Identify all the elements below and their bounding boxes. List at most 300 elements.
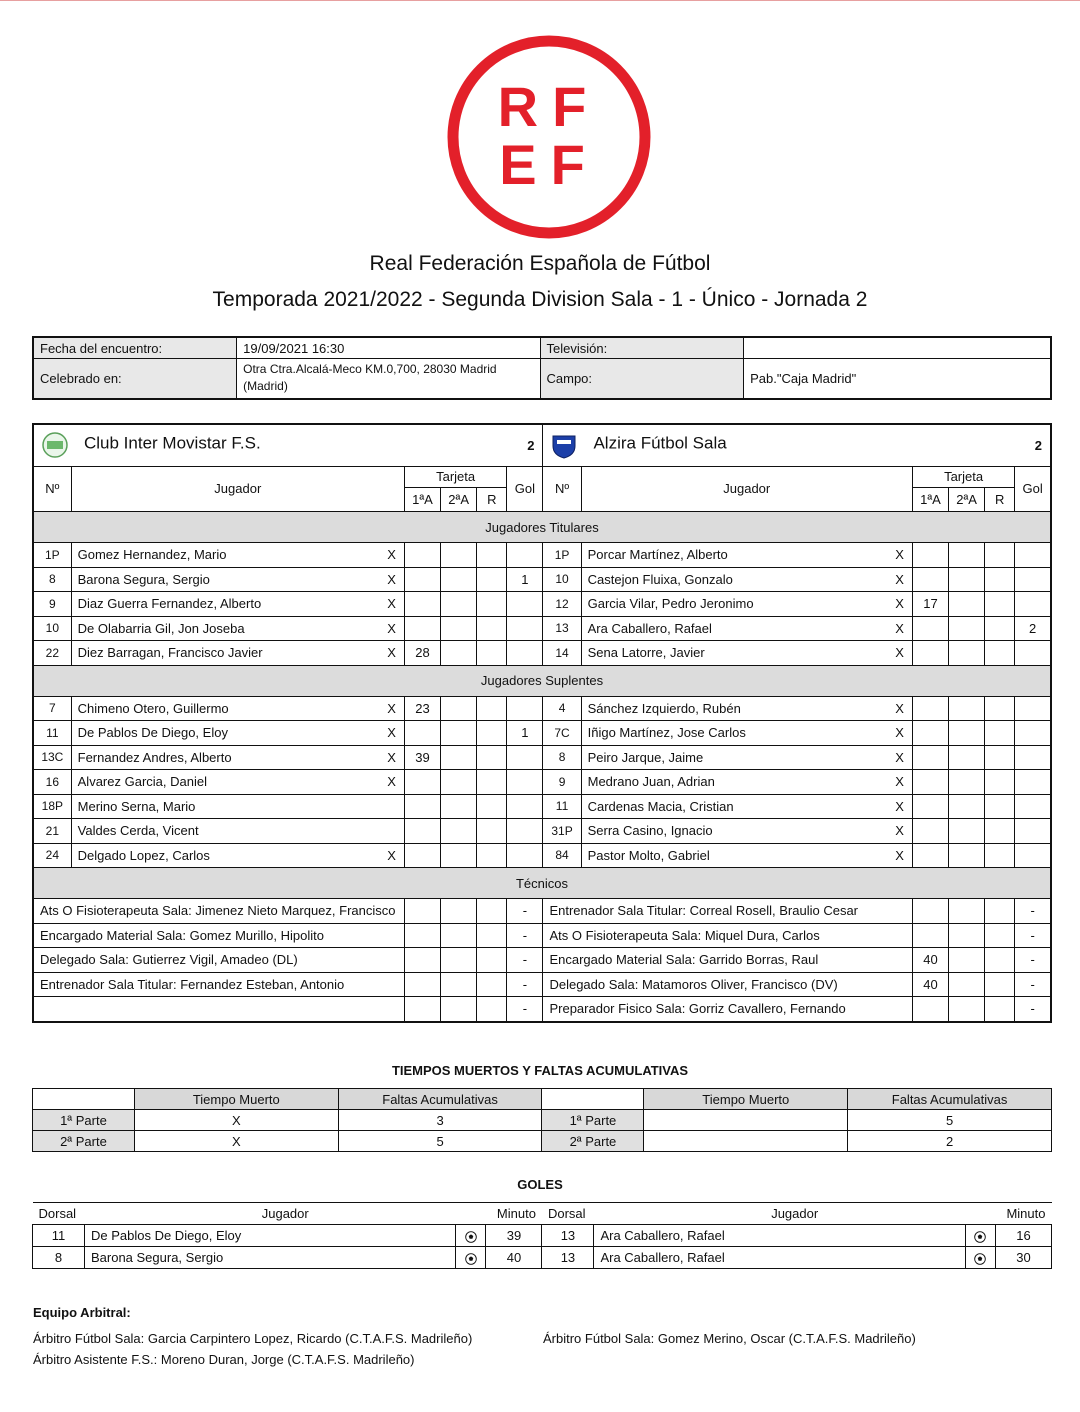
red-card [985,843,1015,868]
player-name-cell [581,592,912,617]
player-played-mark: X [387,596,396,612]
player-name-cell [71,543,404,568]
player-name: Diaz Guerra Fernandez, Alberto [77,596,262,612]
goal-row [33,1247,1052,1269]
away-team-score: 2 [1015,424,1051,466]
red-card [477,641,507,666]
player-name: Peiro Jarque, Jaime [587,749,704,765]
player-name-cell [581,641,912,666]
red-card [985,696,1015,721]
player-name: Sánchez Izquierdo, Rubén [587,700,741,716]
away-team-header [543,424,1015,466]
player-name-cell [581,819,912,844]
goals-count [1015,641,1051,666]
player-row [33,819,1051,844]
yellow-card-1 [404,616,440,641]
home-col-faltas: Faltas Acumulativas [338,1089,542,1110]
home-col-dorsal: Dorsal [33,1203,85,1225]
yellow-card-1 [912,543,948,568]
goals-count [1015,819,1051,844]
away-col-minuto: Minuto [995,1203,1051,1225]
red-card [477,616,507,641]
goal-dorsal: 13 [542,1247,594,1269]
player-number: 11 [33,721,71,746]
section-tecnicos: Técnicos [33,868,1051,899]
goal-minute: 40 [486,1247,542,1269]
away-col-gol: Gol [1015,466,1051,512]
staff-goal: - [1015,948,1051,973]
yellow-card-1: 28 [404,641,440,666]
home-fa-value: 5 [338,1131,542,1152]
home-col-minuto: Minuto [486,1203,542,1225]
goals-count [507,543,543,568]
goal-player: Ara Caballero, Rafael [594,1247,966,1269]
yellow-card-2 [949,843,985,868]
player-number: 8 [33,567,71,592]
staff-card-1 [912,899,948,924]
staff-card-1 [404,899,440,924]
goals-count [507,641,543,666]
home-team-crest-icon [40,430,70,460]
staff-row [33,923,1051,948]
home-team-name: Club Inter Movistar F.S. [84,433,261,453]
top-border-line [0,0,1080,1]
staff-red-card [477,948,507,973]
away-col-tarjeta: Tarjeta [912,466,1014,487]
yellow-card-2 [441,616,477,641]
staff-goal: - [1015,972,1051,997]
red-card [985,567,1015,592]
player-played-mark: X [387,645,396,661]
player-name-cell [71,641,404,666]
player-name: Gomez Hernandez, Mario [77,547,227,563]
staff-red-card [477,923,507,948]
player-number: 1P [33,543,71,568]
football-icon [974,1231,986,1243]
player-name-cell [581,543,912,568]
player-name-cell [581,770,912,795]
home-col-goal-jugador: Jugador [84,1203,485,1225]
player-name-cell [581,745,912,770]
staff-red-card [985,923,1015,948]
goals-count [1015,696,1051,721]
red-card [477,819,507,844]
staff-card-1 [404,972,440,997]
yellow-card-2 [949,592,985,617]
referee-2: Árbitro Fútbol Sala: Gomez Merino, Oscar (C.T.A.F.S. Madrileño) [543,1331,916,1346]
staff-red-card [985,997,1015,1022]
away-fa-value: 2 [848,1131,1052,1152]
goal-ball-cell [456,1225,486,1247]
player-number: 13 [543,616,581,641]
staff-red-card [985,948,1015,973]
yellow-card-2 [441,770,477,795]
player-name: Pastor Molto, Gabriel [587,847,710,863]
yellow-card-1 [912,641,948,666]
player-name-cell [71,696,404,721]
section-suplentes: Jugadores Suplentes [33,665,1051,696]
player-name-cell [71,745,404,770]
goal-minute: 30 [995,1247,1051,1269]
player-number: 4 [543,696,581,721]
player-name-cell [581,843,912,868]
player-number: 10 [543,567,581,592]
goal-ball-cell [965,1225,995,1247]
yellow-card-1 [404,794,440,819]
red-card [985,543,1015,568]
away-col-dorsal: Dorsal [542,1203,594,1225]
home-team-header [33,424,507,466]
goals-count [1015,543,1051,568]
goals-table [32,1202,1052,1269]
staff-card-2 [949,899,985,924]
home-tm-value: X [134,1110,338,1131]
player-row [33,745,1051,770]
staff-card-2 [949,923,985,948]
goal-dorsal: 13 [542,1225,594,1247]
staff-card-2 [441,972,477,997]
player-played-mark: X [895,847,904,863]
campo-label: Campo: [540,359,744,399]
player-name: De Olabarria Gil, Jon Joseba [77,620,245,636]
player-name-cell [71,819,404,844]
red-card [985,592,1015,617]
player-number: 7C [543,721,581,746]
away-part-label: 1ª Parte [542,1110,644,1131]
player-number: 9 [33,592,71,617]
home-col-tiempo-muerto: Tiempo Muerto [134,1089,338,1110]
away-col-tiempo-muerto: Tiempo Muerto [644,1089,848,1110]
home-col-gol: Gol [507,466,543,512]
yellow-card-2 [949,819,985,844]
staff-card-2 [949,997,985,1022]
player-number: 10 [33,616,71,641]
away-fa-value: 5 [848,1110,1052,1131]
player-number: 12 [543,592,581,617]
federation-title: Real Federación Española de Fútbol [369,252,711,275]
football-icon [465,1253,477,1265]
staff-card-2 [441,997,477,1022]
red-card [985,721,1015,746]
yellow-card-1 [912,770,948,795]
red-card [477,567,507,592]
player-name: Fernandez Andres, Alberto [77,749,232,765]
staff-goal: - [507,997,543,1022]
staff-goal: - [507,899,543,924]
red-card [985,819,1015,844]
goals-count [507,592,543,617]
player-name: Alvarez Garcia, Daniel [77,774,207,790]
yellow-card-2 [441,641,477,666]
away-col-faltas: Faltas Acumulativas [848,1089,1052,1110]
yellow-card-1 [404,843,440,868]
yellow-card-1 [404,721,440,746]
fecha-label: Fecha del encuentro: [33,337,237,359]
goals-count: 1 [507,721,543,746]
player-played-mark: X [387,547,396,563]
yellow-card-1: 17 [912,592,948,617]
lineups-table [32,423,1052,1023]
yellow-card-2 [441,543,477,568]
goal-ball-cell [456,1247,486,1269]
staff-card-1 [912,997,948,1022]
red-card [985,641,1015,666]
home-tm-value: X [134,1131,338,1152]
away-col-a1: 1ªA [912,487,948,512]
player-played-mark: X [895,774,904,790]
red-card [477,770,507,795]
staff-name: Delegado Sala: Gutierrez Vigil, Amadeo (DL) [33,948,404,973]
staff-card-2 [441,899,477,924]
lugar-label: Celebrado en: [33,359,237,399]
player-row [33,770,1051,795]
staff-name: Encargado Material Sala: Gomez Murillo, Hipolito [33,923,404,948]
staff-red-card [985,972,1015,997]
yellow-card-2 [441,592,477,617]
player-name: Ara Caballero, Rafael [587,620,712,636]
campo-value: Pab."Caja Madrid" [744,359,1051,399]
player-name-cell [71,567,404,592]
staff-row [33,972,1051,997]
goals-count [507,770,543,795]
yellow-card-1 [404,567,440,592]
staff-goal: - [507,923,543,948]
player-name: Diez Barragan, Francisco Javier [77,645,263,661]
away-tm-value [644,1131,848,1152]
player-name-cell [581,696,912,721]
goal-player: Ara Caballero, Rafael [594,1225,966,1247]
player-played-mark: X [895,749,904,765]
away-part-label: 2ª Parte [542,1131,644,1152]
player-played-mark: X [387,847,396,863]
fecha-value: 19/09/2021 16:30 [237,337,540,359]
player-number: 18P [33,794,71,819]
home-col-jugador: Jugador [71,466,404,512]
goals-count [507,794,543,819]
goals-count [1015,721,1051,746]
goals-count [507,696,543,721]
season-title: Temporada 2021/2022 - Segunda Division Sala - 1 - Único - Jornada 2 [212,288,868,311]
goals-count [1015,770,1051,795]
yellow-card-1 [912,843,948,868]
yellow-card-2 [949,543,985,568]
timeouts-table [32,1088,1052,1152]
goal-minute: 16 [995,1225,1051,1247]
player-played-mark: X [895,571,904,587]
referee-3: Árbitro Asistente F.S.: Moreno Duran, Jorge (C.T.A.F.S. Madrileño) [33,1352,415,1367]
football-icon [465,1231,477,1243]
player-name: Valdes Cerda, Vicent [77,823,199,839]
logo-text-bottom: EF [499,133,599,196]
player-name: Cardenas Macia, Cristian [587,798,734,814]
staff-red-card [477,899,507,924]
timeouts-title: TIEMPOS MUERTOS Y FALTAS ACUMULATIVAS [391,1063,689,1078]
red-card [477,721,507,746]
player-row [33,696,1051,721]
yellow-card-2 [441,794,477,819]
goal-row [33,1225,1052,1247]
yellow-card-2 [441,721,477,746]
player-played-mark: X [387,749,396,765]
goals-count [507,745,543,770]
player-row [33,543,1051,568]
staff-card-1 [404,923,440,948]
yellow-card-2 [441,745,477,770]
staff-name: Encargado Material Sala: Garrido Borras, Raul [543,948,912,973]
player-name: De Pablos De Diego, Eloy [77,725,228,741]
staff-card-1 [404,997,440,1022]
yellow-card-1: 39 [404,745,440,770]
tv-value [744,337,1051,359]
player-name-cell [71,616,404,641]
yellow-card-2 [949,696,985,721]
yellow-card-2 [949,745,985,770]
staff-name: Ats O Fisioterapeuta Sala: Miquel Dura, Carlos [543,923,912,948]
player-number: 24 [33,843,71,868]
player-number: 14 [543,641,581,666]
staff-row [33,948,1051,973]
player-name-cell [581,567,912,592]
player-row [33,794,1051,819]
yellow-card-2 [949,770,985,795]
goals-count: 2 [1015,616,1051,641]
yellow-card-1: 23 [404,696,440,721]
player-number: 11 [543,794,581,819]
staff-card-1: 40 [912,948,948,973]
player-name-cell [581,616,912,641]
staff-name [33,997,404,1022]
player-number: 31P [543,819,581,844]
player-name-cell [581,794,912,819]
staff-card-1 [912,923,948,948]
red-card [985,770,1015,795]
yellow-card-2 [949,616,985,641]
yellow-card-1 [912,819,948,844]
staff-row [33,899,1051,924]
referee-1: Árbitro Fútbol Sala: Garcia Carpintero Lopez, Ricardo (C.T.A.F.S. Madrileño) [33,1331,473,1346]
staff-name: Entrenador Sala Titular: Correal Rosell, Braulio Cesar [543,899,912,924]
yellow-card-2 [949,794,985,819]
player-played-mark: X [387,700,396,716]
red-card [477,592,507,617]
yellow-card-2 [949,567,985,592]
player-row [33,721,1051,746]
player-number: 8 [543,745,581,770]
staff-goal: - [1015,899,1051,924]
player-played-mark: X [387,571,396,587]
away-col-goal-jugador: Jugador [594,1203,996,1225]
player-number: 84 [543,843,581,868]
player-played-mark: X [387,774,396,790]
player-played-mark: X [895,700,904,716]
staff-row [33,997,1051,1022]
staff-card-1 [404,948,440,973]
staff-red-card [477,972,507,997]
goal-minute: 39 [486,1225,542,1247]
staff-red-card [985,899,1015,924]
home-fa-value: 3 [338,1110,542,1131]
player-played-mark: X [895,596,904,612]
red-card [477,794,507,819]
player-played-mark: X [895,645,904,661]
staff-goal: - [507,972,543,997]
goal-player: Barona Segura, Sergio [84,1247,456,1269]
player-number: 9 [543,770,581,795]
red-card [985,616,1015,641]
goals-count [1015,567,1051,592]
staff-name: Delegado Sala: Matamoros Oliver, Francisco (DV) [543,972,912,997]
player-row [33,616,1051,641]
goal-dorsal: 8 [33,1247,85,1269]
player-name: Barona Segura, Sergio [77,571,210,587]
away-col-r: R [985,487,1015,512]
staff-card-1: 40 [912,972,948,997]
yellow-card-2 [949,721,985,746]
player-row [33,843,1051,868]
player-played-mark: X [895,725,904,741]
red-card [985,794,1015,819]
yellow-card-1 [404,543,440,568]
player-played-mark: X [895,823,904,839]
staff-card-2 [441,923,477,948]
player-name-cell [71,592,404,617]
staff-goal: - [1015,997,1051,1022]
red-card [477,843,507,868]
staff-goal: - [507,948,543,973]
yellow-card-1 [912,696,948,721]
staff-card-2 [949,948,985,973]
goals-count [1015,794,1051,819]
player-played-mark: X [895,798,904,814]
away-team-name: Alzira Fútbol Sala [593,433,727,453]
player-name: Porcar Martínez, Alberto [587,547,728,563]
yellow-card-2 [949,641,985,666]
away-col-num: Nº [543,466,581,512]
player-name: Delgado Lopez, Carlos [77,847,210,863]
staff-goal: - [1015,923,1051,948]
player-name: Merino Serna, Mario [77,798,196,814]
yellow-card-2 [441,567,477,592]
rfef-logo [446,34,652,240]
goals-count [1015,843,1051,868]
home-part-label: 2ª Parte [33,1131,135,1152]
lugar-value: Otra Ctra.Alcalá-Meco KM.0,700, 28030 Madrid (Madrid) [237,359,540,399]
player-name: Chimeno Otero, Guillermo [77,700,229,716]
yellow-card-2 [441,696,477,721]
yellow-card-2 [441,819,477,844]
player-name: Serra Casino, Ignacio [587,823,713,839]
goals-count: 1 [507,567,543,592]
timeouts-row [33,1110,1052,1131]
staff-name: Entrenador Sala Titular: Fernandez Esteban, Antonio [33,972,404,997]
goals-count [507,616,543,641]
match-info-table [32,336,1052,400]
goals-count [1015,592,1051,617]
yellow-card-1 [912,616,948,641]
player-played-mark: X [387,725,396,741]
player-name: Iñigo Martínez, Jose Carlos [587,725,746,741]
home-col-tarjeta: Tarjeta [404,466,506,487]
staff-card-2 [441,948,477,973]
away-tm-value [644,1110,848,1131]
home-col-a2: 2ªA [441,487,477,512]
player-number: 7 [33,696,71,721]
player-name: Garcia Vilar, Pedro Jeronimo [587,596,754,612]
yellow-card-2 [441,843,477,868]
player-name-cell [71,794,404,819]
tv-label: Televisión: [540,337,744,359]
home-col-r: R [477,487,507,512]
